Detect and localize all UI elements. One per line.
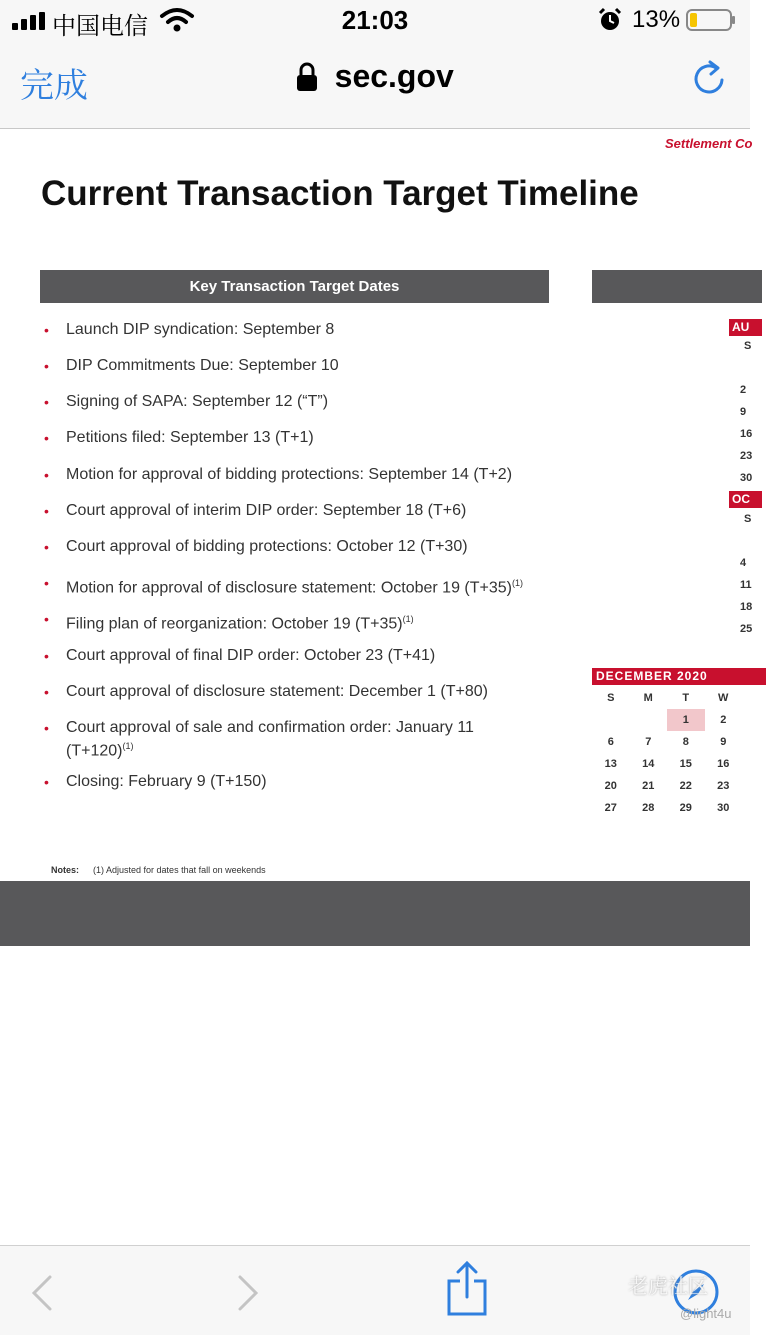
calendar-day: 9 bbox=[740, 406, 747, 418]
key-date-text: Filing plan of reorganization: October 19 (T+35) bbox=[66, 615, 403, 633]
share-icon[interactable] bbox=[446, 1261, 488, 1317]
battery-icon bbox=[686, 9, 736, 31]
calendar-header-strip bbox=[592, 270, 762, 303]
bullet-icon: • bbox=[44, 358, 49, 374]
bullet-icon: • bbox=[44, 720, 49, 736]
calendar-weekday-row bbox=[592, 687, 750, 709]
key-date-item bbox=[44, 357, 586, 375]
calendar-week-row bbox=[592, 775, 750, 797]
calendar-weekday: S bbox=[607, 692, 615, 704]
key-dates-header: Key Transaction Target Dates bbox=[40, 270, 549, 303]
footnote-marker: (1) bbox=[402, 614, 414, 624]
key-date-item bbox=[44, 502, 586, 520]
address-bar[interactable] bbox=[0, 58, 750, 95]
clock: 21:03 bbox=[341, 5, 409, 35]
key-date-text: Motion for approval of disclosure statement: October 19 (T+35) bbox=[66, 579, 512, 597]
calendar-day: 13 bbox=[604, 758, 617, 770]
browser-nav-bar bbox=[0, 40, 750, 129]
calendar-day: S bbox=[744, 340, 752, 352]
calendar-day bbox=[630, 709, 668, 731]
calendar-day: 2 bbox=[740, 384, 747, 396]
calendar-day: 21 bbox=[642, 780, 655, 792]
august-calendar-tag: AU bbox=[729, 319, 762, 336]
calendar-weekday: M bbox=[643, 692, 653, 704]
lock-icon bbox=[296, 62, 318, 92]
bullet-icon: • bbox=[44, 684, 49, 700]
footnote-marker: (1) bbox=[512, 578, 523, 588]
key-date-item bbox=[44, 719, 506, 760]
key-date-item bbox=[44, 574, 586, 597]
key-date-item bbox=[44, 683, 586, 701]
calendar-weekday: T bbox=[682, 692, 690, 704]
calendar-day: 30 bbox=[717, 802, 730, 814]
calendar-day: 14 bbox=[642, 758, 655, 770]
calendar-day: 28 bbox=[642, 802, 655, 814]
document-page bbox=[0, 129, 753, 946]
key-date-item bbox=[44, 538, 586, 556]
key-date-item bbox=[44, 773, 586, 791]
calendar-day: 9 bbox=[720, 736, 727, 748]
calendar-day: 30 bbox=[740, 472, 753, 484]
calendar-day: 25 bbox=[740, 623, 753, 635]
calendar-day: 22 bbox=[679, 780, 692, 792]
calendar-day: 20 bbox=[604, 780, 617, 792]
bullet-icon: • bbox=[44, 430, 49, 446]
done-button[interactable]: 完成 bbox=[20, 66, 88, 106]
watermark-handle: @light4u bbox=[680, 1306, 732, 1321]
page-footer-bar bbox=[0, 881, 750, 946]
back-icon[interactable] bbox=[30, 1274, 54, 1312]
bullet-icon: • bbox=[44, 575, 49, 591]
calendar-day: 11 bbox=[740, 579, 752, 591]
bullet-icon: • bbox=[44, 467, 49, 483]
key-date-item bbox=[44, 393, 586, 411]
calendar-day: 15 bbox=[679, 758, 692, 770]
calendar-weekday: W bbox=[718, 692, 729, 704]
calendar-week-row bbox=[592, 731, 750, 753]
calendar-week-row bbox=[592, 797, 750, 819]
key-date-item bbox=[44, 321, 586, 339]
calendar-day: 23 bbox=[717, 780, 730, 792]
key-date-item bbox=[44, 429, 586, 447]
key-date-item bbox=[44, 610, 586, 633]
key-date-text: Motion for approval of bidding protections: September 14 (T+2) bbox=[66, 466, 513, 483]
calendar-day: 18 bbox=[740, 601, 753, 613]
bullet-icon: • bbox=[44, 774, 49, 790]
reload-icon[interactable] bbox=[692, 58, 728, 98]
forward-icon[interactable] bbox=[236, 1274, 260, 1312]
calendar-week-row bbox=[592, 753, 750, 775]
calendar-day: 27 bbox=[604, 802, 617, 814]
october-calendar-tag: OC bbox=[729, 491, 762, 508]
calendar-day: 2 bbox=[720, 714, 727, 726]
calendar-day: 7 bbox=[645, 736, 652, 748]
bullet-icon: • bbox=[44, 611, 49, 627]
calendar-day: 4 bbox=[740, 557, 747, 569]
carrier-name: 中国电信 bbox=[52, 12, 148, 40]
december-calendar-header: DECEMBER 2020 bbox=[592, 668, 766, 685]
key-date-text: Court approval of interim DIP order: September 18 (T+6) bbox=[66, 502, 467, 519]
key-date-item bbox=[44, 466, 586, 484]
browser-toolbar bbox=[0, 1245, 750, 1335]
status-bar bbox=[0, 0, 750, 40]
alarm-icon bbox=[598, 8, 622, 32]
bullet-icon: • bbox=[44, 394, 49, 410]
page-title: Current Transaction Target Timeline bbox=[41, 174, 639, 213]
key-date-text: Petitions filed: September 13 (T+1) bbox=[66, 429, 314, 446]
calendar-day: S bbox=[744, 513, 752, 525]
calendar-day: 8 bbox=[682, 736, 689, 748]
notes bbox=[51, 865, 266, 875]
bullet-icon: • bbox=[44, 503, 49, 519]
key-date-text: Court approval of bidding protections: October 12 (T+30) bbox=[66, 538, 468, 555]
section-label: Settlement Co bbox=[665, 136, 753, 151]
key-date-item bbox=[44, 647, 586, 665]
key-date-text: Closing: February 9 (T+150) bbox=[66, 773, 267, 790]
notes-label: Notes: bbox=[51, 865, 80, 875]
battery-percent: 13% bbox=[632, 6, 681, 33]
calendar-day: 23 bbox=[740, 450, 753, 462]
key-date-text: Court approval of final DIP order: October 23 (T+41) bbox=[66, 647, 436, 664]
calendar-day: 16 bbox=[740, 428, 753, 440]
calendar-day: 16 bbox=[717, 758, 730, 770]
key-date-text: Launch DIP syndication: September 8 bbox=[66, 321, 335, 338]
key-date-text: Court approval of disclosure statement: December 1 (T+80) bbox=[66, 683, 488, 700]
calendar-day: 6 bbox=[607, 736, 614, 748]
bullet-icon: • bbox=[44, 648, 49, 664]
calendar-day: 1 bbox=[667, 709, 705, 731]
calendar-day bbox=[592, 709, 630, 731]
url-text: sec.gov bbox=[334, 58, 454, 94]
calendar-week-row bbox=[592, 709, 750, 731]
key-date-text: Court approval of sale and confirmation order: January 11 (T+120) bbox=[66, 719, 474, 760]
watermark-text: 老虎社区 bbox=[628, 1274, 708, 1298]
december-calendar bbox=[592, 687, 750, 819]
key-date-text: DIP Commitments Due: September 10 bbox=[66, 357, 339, 374]
key-date-text: Signing of SAPA: September 12 (“T”) bbox=[66, 393, 329, 410]
notes-text: (1) Adjusted for dates that fall on weekends bbox=[93, 865, 266, 875]
bullet-icon: • bbox=[44, 539, 49, 555]
footnote-marker: (1) bbox=[122, 741, 134, 751]
calendar-day: 29 bbox=[679, 802, 692, 814]
bullet-icon: • bbox=[44, 322, 49, 338]
